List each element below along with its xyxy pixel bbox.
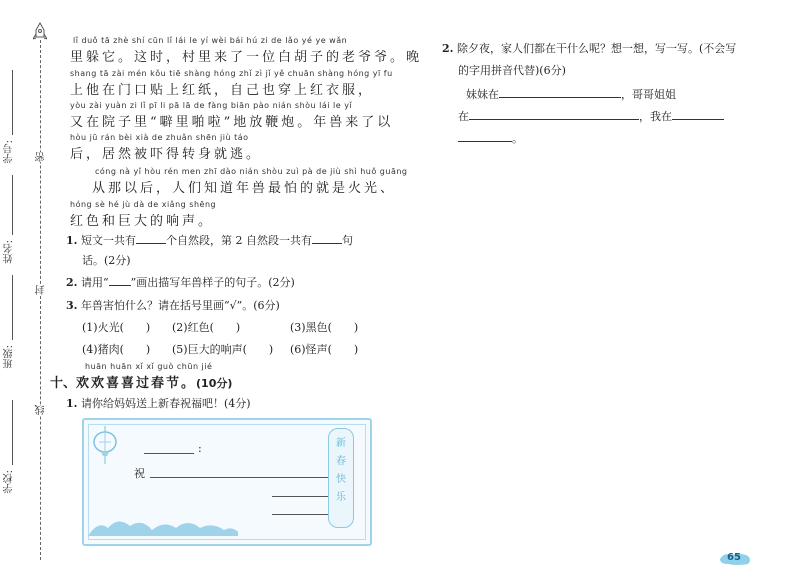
option-1[interactable]: (1)火光( ) — [82, 321, 151, 334]
section-10-question-1: 1. 请你给妈妈送上新春祝福吧！(4分) — [66, 397, 251, 410]
section-10-title: 十、欢欢喜喜过春节。(10分) — [50, 376, 233, 391]
student-id-label: 学号: — [4, 140, 15, 164]
question-2: 2. 请用“ ”画出描写年兽样子的句子。(2分) — [66, 276, 295, 289]
answer-line-2: 在 ，我在 — [458, 108, 724, 124]
card-colon: : — [198, 442, 202, 455]
seal-mi: 密 — [36, 152, 47, 162]
story-line-4: 后，居然被吓得转身就逃。 — [70, 147, 263, 162]
name-line — [12, 175, 13, 235]
option-6[interactable]: (6)怪声( ) — [290, 343, 359, 356]
section-10-pinyin: huān huān xǐ xǐ guò chūn jié — [85, 362, 213, 371]
underline-sample — [109, 285, 131, 286]
myself-blank[interactable] — [672, 119, 724, 120]
greeting-card — [82, 418, 372, 546]
name-label: 姓名: — [4, 240, 15, 264]
right-question-2: 2. 除夕夜，家人们都在干什么呢？想一想，写一写。(不会写 — [442, 42, 737, 55]
answer-line-1: 妹妹在 ，哥哥姐姐 — [466, 88, 676, 101]
story-line-6: 红色和巨大的响声。 — [70, 214, 215, 229]
question-1-cont: 话。(2分) — [82, 254, 131, 267]
sister-blank[interactable] — [499, 97, 621, 98]
option-2[interactable]: (2)红色( ) — [172, 321, 241, 334]
page-number: 65 — [727, 552, 741, 563]
story-pinyin-3: yòu zài yuàn zi lǐ pī li pā lā de fàng biān pào nián shòu lái le yǐ — [70, 101, 353, 110]
option-4[interactable]: (4)猪肉( ) — [82, 343, 151, 356]
recipient-blank[interactable] — [144, 453, 194, 454]
story-line-3: 又在院子里“噼里啪啦”地放鞭炮。年兽来了以 — [70, 115, 394, 130]
student-id-line — [12, 70, 13, 135]
wish-blank[interactable] — [150, 477, 330, 478]
lantern-icon — [90, 426, 120, 470]
story-pinyin-6: hóng sè hé jù dà de xiǎng shēng — [70, 200, 217, 209]
answer-line-3: 。 — [458, 130, 523, 146]
class-label: 班级: — [4, 345, 15, 369]
card-zhu: 祝 — [134, 467, 145, 480]
school-line — [12, 400, 13, 465]
paragraph-count-blank[interactable] — [136, 243, 166, 244]
story-pinyin-1: lǐ duǒ tā zhè shí cūn lǐ lái le yí wèi bái hú zi de lǎo yé ye wǎn — [73, 36, 348, 45]
story-pinyin-2: shang tā zài mén kǒu tiē shàng hóng zhǐ zì jǐ yě chuān shàng hóng yī fu — [70, 69, 393, 78]
story-pinyin-4: hòu jū rán bèi xià de zhuǎn shēn jiù táo — [70, 133, 249, 142]
question-3: 3. 年兽害怕什么？请在括号里画“√”。(6分) — [66, 299, 280, 312]
myself-blank-2[interactable] — [458, 141, 512, 142]
right-question-2-cont: 的字用拼音代替)(6分) — [458, 64, 566, 77]
story-line-1: 里躲它。这时，村里来了一位白胡子的老爷爷。晚 — [70, 50, 423, 65]
class-line — [12, 275, 13, 340]
question-1: 1. 短文一共有 个自然段，第 2 自然段一共有 句 — [66, 234, 353, 247]
story-line-5: 从那以后，人们知道年兽最怕的就是火光、 — [92, 181, 397, 196]
page-number-badge — [718, 552, 752, 566]
signature-blank[interactable] — [272, 496, 334, 497]
option-5[interactable]: (5)巨大的响声( ) — [172, 343, 274, 356]
story-line-2: 上他在门口贴上红纸，自己也穿上红衣服， — [70, 83, 375, 98]
binding-line — [40, 40, 41, 560]
option-3[interactable]: (3)黑色( ) — [290, 321, 359, 334]
seal-feng: 封 — [36, 285, 47, 295]
sentence-count-blank[interactable] — [312, 243, 342, 244]
date-blank[interactable] — [272, 514, 334, 515]
new-year-stamp: 新 春 快 乐 — [328, 428, 354, 528]
cloud-wave-decoration — [88, 516, 238, 540]
rocket-icon — [33, 22, 47, 48]
siblings-blank[interactable] — [469, 119, 639, 120]
seal-xian: 线 — [36, 405, 47, 415]
story-pinyin-5: cóng nà yǐ hòu rén men zhī dào nián shòu zuì pà de jiù shì huǒ guāng — [95, 167, 408, 176]
school-label: 学校: — [4, 470, 15, 494]
